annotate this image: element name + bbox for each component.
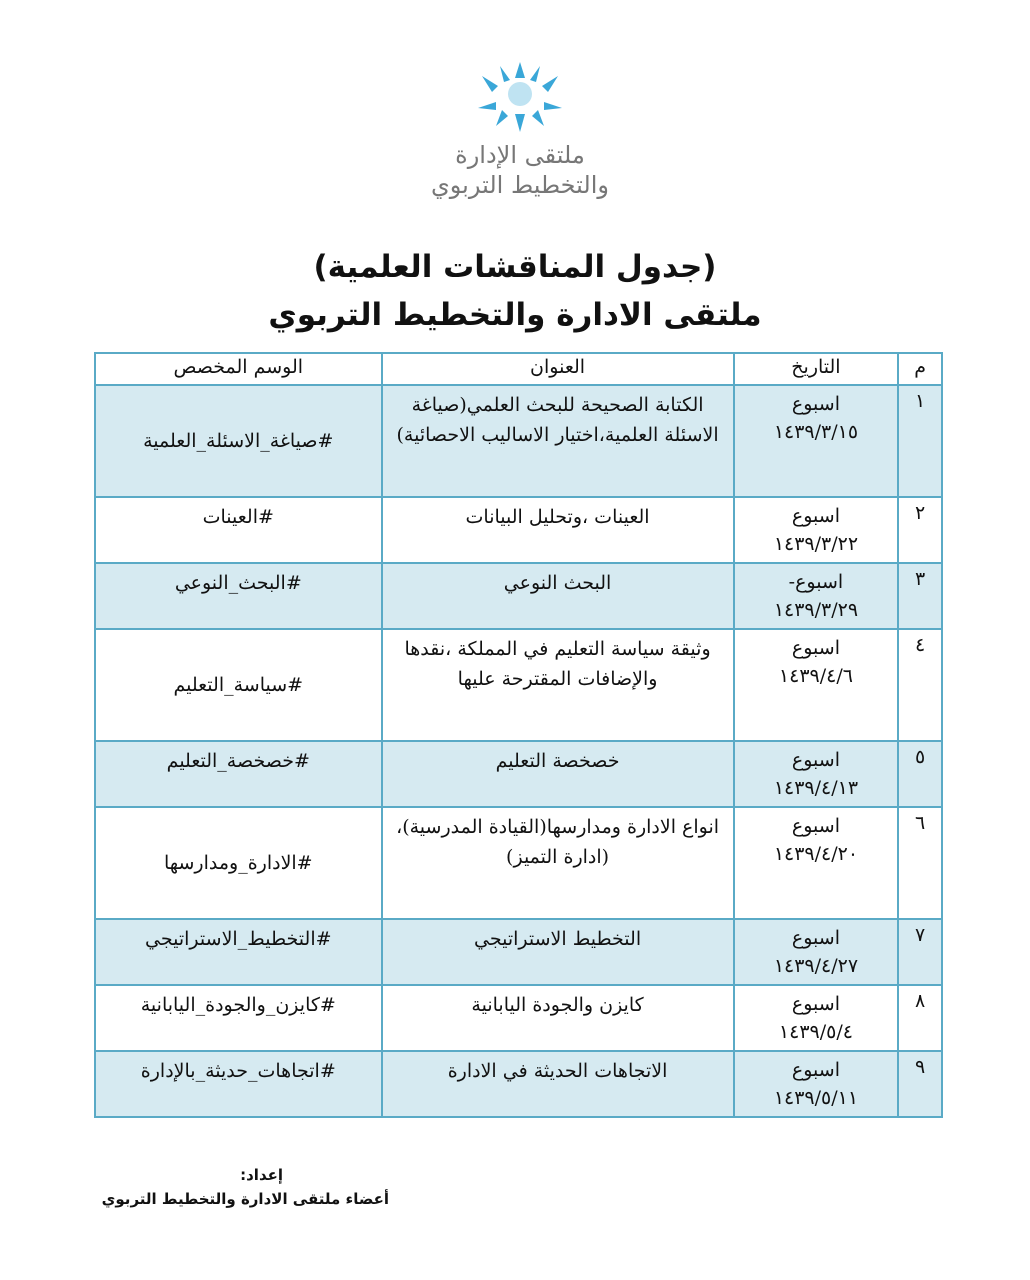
header-tag: الوسم المخصص bbox=[95, 353, 382, 385]
row-tag-text: #صياغة_الاسئلة_العلمية bbox=[143, 430, 334, 452]
table-row bbox=[95, 497, 942, 563]
row-week: اسبوع bbox=[791, 393, 840, 415]
row-date bbox=[734, 385, 899, 497]
header-date: التاريخ bbox=[734, 353, 899, 385]
row-title: البحث النوعي bbox=[382, 563, 734, 629]
row-date bbox=[734, 1051, 899, 1117]
footer bbox=[89, 1163, 389, 1211]
row-date-value: ١٤٣٩/٣/٢٩ bbox=[773, 599, 859, 621]
row-date bbox=[734, 807, 899, 919]
row-date-value: ١٤٣٩/٣/١٥ bbox=[773, 421, 859, 443]
row-tag-text: #سياسة_التعليم bbox=[173, 674, 304, 696]
row-date-value: ١٤٣٩/٤/٢٧ bbox=[773, 955, 859, 977]
prepared-label: إعداد: bbox=[240, 1166, 283, 1184]
row-date bbox=[734, 563, 899, 629]
row-tag: #كايزن_والجودة_اليابانية bbox=[95, 985, 382, 1051]
row-tag bbox=[95, 807, 382, 919]
row-date bbox=[734, 985, 899, 1051]
row-tag: #خصخصة_التعليم bbox=[95, 741, 382, 807]
row-tag: #اتجاهات_حديثة_بالإدارة bbox=[95, 1051, 382, 1117]
row-title: الاتجاهات الحديثة في الادارة bbox=[382, 1051, 734, 1117]
row-date-value: ١٤٣٩/٤/١٣ bbox=[773, 777, 859, 799]
table-row bbox=[95, 385, 942, 497]
table-row bbox=[95, 741, 942, 807]
row-num: ٢ bbox=[898, 497, 942, 563]
row-date-value: ١٤٣٩/٥/١١ bbox=[773, 1087, 859, 1109]
row-title: انواع الادارة ومدارسها(القيادة المدرسية)،(ادارة التميز) bbox=[382, 807, 734, 919]
row-num: ٩ bbox=[898, 1051, 942, 1117]
row-date bbox=[734, 919, 899, 985]
logo-line-2: والتخطيط التربوي bbox=[431, 171, 609, 199]
header-title: العنوان bbox=[382, 353, 734, 385]
page-title bbox=[0, 243, 1030, 339]
row-tag: #التخطيط_الاستراتيجي bbox=[95, 919, 382, 985]
row-date-value: ١٤٣٩/٣/٢٢ bbox=[773, 533, 859, 555]
row-week: اسبوع bbox=[791, 637, 840, 659]
table-row bbox=[95, 985, 942, 1051]
row-title: وثيقة سياسة التعليم في المملكة ،نقدها والإضافات المقترحة عليها bbox=[382, 629, 734, 741]
star-emblem-icon bbox=[470, 60, 570, 136]
row-num: ٨ bbox=[898, 985, 942, 1051]
table-header-row bbox=[95, 353, 942, 385]
table-row bbox=[95, 629, 942, 741]
row-num: ٦ bbox=[898, 807, 942, 919]
row-week: اسبوع bbox=[791, 815, 840, 837]
table-row bbox=[95, 1051, 942, 1117]
logo bbox=[430, 60, 610, 210]
row-tag bbox=[95, 629, 382, 741]
row-tag-text: #الادارة_ومدارسها bbox=[163, 852, 313, 874]
row-date-value: ١٤٣٩/٤/٢٠ bbox=[773, 843, 859, 865]
row-num: ١ bbox=[898, 385, 942, 497]
row-num: ٥ bbox=[898, 741, 942, 807]
row-num: ٧ bbox=[898, 919, 942, 985]
table-row bbox=[95, 807, 942, 919]
schedule-table bbox=[94, 352, 943, 1118]
row-date-value: ١٤٣٩/٤/٦ bbox=[778, 665, 853, 687]
row-tag: #البحث_النوعي bbox=[95, 563, 382, 629]
row-num: ٤ bbox=[898, 629, 942, 741]
row-date-value: ١٤٣٩/٥/٤ bbox=[778, 1021, 853, 1043]
row-week: اسبوع bbox=[791, 749, 840, 771]
title-line-2: ملتقى الادارة والتخطيط التربوي bbox=[268, 297, 762, 333]
row-week: اسبوع bbox=[791, 993, 840, 1015]
row-title: كايزن والجودة اليابانية bbox=[382, 985, 734, 1051]
row-week: اسبوع bbox=[791, 1059, 840, 1081]
row-title: خصخصة التعليم bbox=[382, 741, 734, 807]
row-num: ٣ bbox=[898, 563, 942, 629]
title-line-1: (جدول المناقشات العلمية) bbox=[313, 249, 717, 285]
row-week: اسبوع bbox=[791, 505, 840, 527]
row-title: الكتابة الصحيحة للبحث العلمي(صياغة الاسئلة العلمية،اختيار الاساليب الاحصائية) bbox=[382, 385, 734, 497]
row-title: التخطيط الاستراتيجي bbox=[382, 919, 734, 985]
header-num: م bbox=[898, 353, 942, 385]
row-date bbox=[734, 741, 899, 807]
row-date bbox=[734, 497, 899, 563]
row-date bbox=[734, 629, 899, 741]
table-row bbox=[95, 563, 942, 629]
logo-line-1: ملتقى الإدارة bbox=[455, 141, 585, 169]
row-tag: #العينات bbox=[95, 497, 382, 563]
prepared-by: أعضاء ملتقى الادارة والتخطيط التربوي bbox=[101, 1190, 389, 1208]
row-week: اسبوع bbox=[791, 927, 840, 949]
row-tag bbox=[95, 385, 382, 497]
row-week: اسبوع- bbox=[788, 571, 844, 593]
table-row bbox=[95, 919, 942, 985]
row-title: العينات ،وتحليل البيانات bbox=[382, 497, 734, 563]
